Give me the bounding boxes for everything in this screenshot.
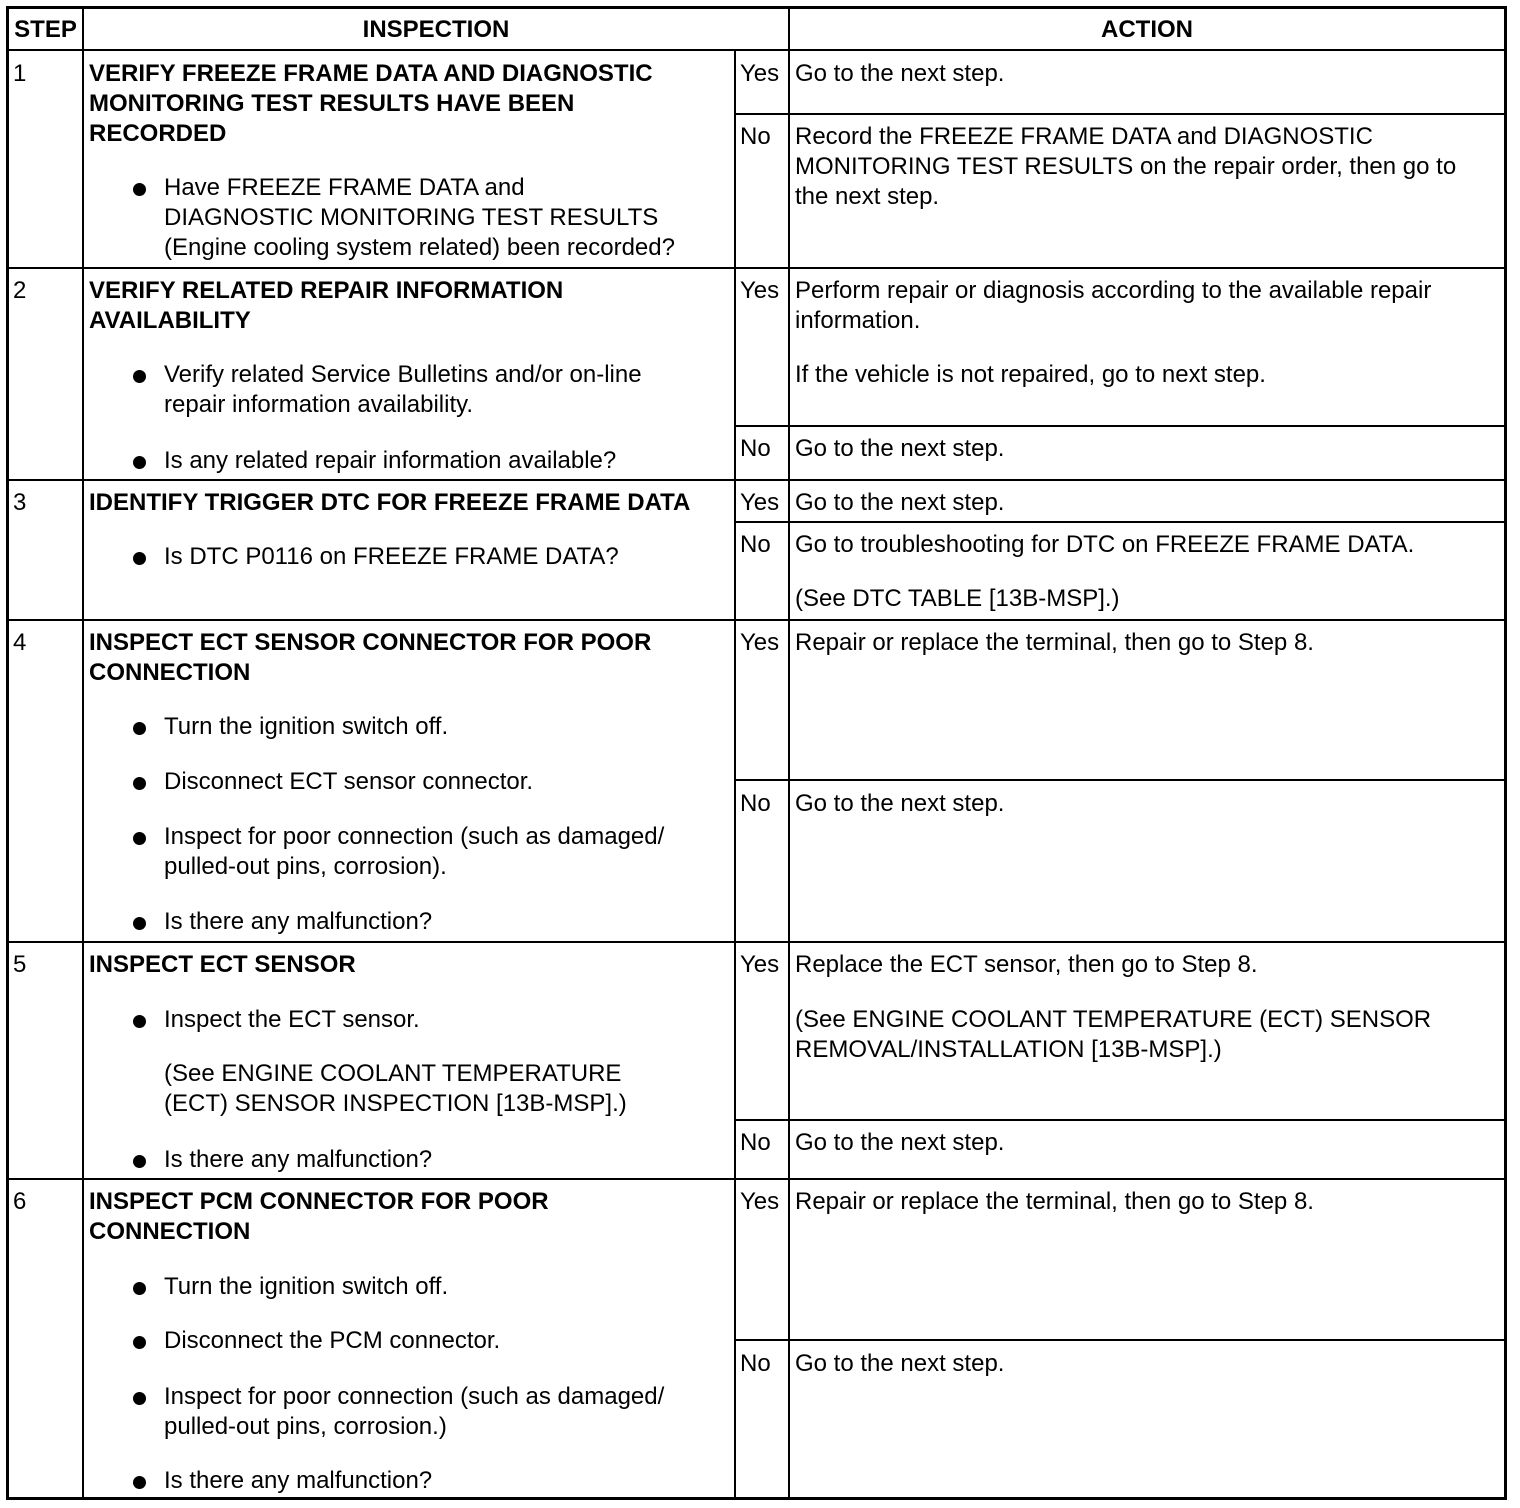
bullet-icon <box>133 1155 146 1168</box>
no-action: (See DTC TABLE [13B-MSP].) <box>795 585 1120 612</box>
no-action: Go to the next step. <box>795 1129 1005 1156</box>
step-number: 4 <box>13 629 27 656</box>
inspection-item: Have FREEZE FRAME DATA and <box>164 174 525 201</box>
yes-action: Repair or replace the terminal, then go to Step 8. <box>795 629 1314 656</box>
bullet-icon <box>133 1476 146 1489</box>
yesno-column-divider <box>734 49 736 1497</box>
yes-action: REMOVAL/INSTALLATION [13B-MSP].) <box>795 1036 1222 1063</box>
header-action: ACTION <box>1101 16 1193 43</box>
no-action: the next step. <box>795 183 940 210</box>
bullet-icon <box>133 183 146 196</box>
inspection-item: Inspect for poor connection (such as damaged/ <box>164 823 665 850</box>
step-title: INSPECT PCM CONNECTOR FOR POOR <box>89 1188 549 1215</box>
step-title: INSPECT ECT SENSOR <box>89 951 356 978</box>
step-title: RECORDED <box>89 120 227 147</box>
inspection-item: Turn the ignition switch off. <box>164 1273 449 1300</box>
inspection-item: Is any related repair information available? <box>164 447 617 474</box>
step-title: IDENTIFY TRIGGER DTC FOR FREEZE FRAME DATA <box>89 489 691 516</box>
no-action: Go to the next step. <box>795 1350 1005 1377</box>
step-number: 1 <box>13 60 27 87</box>
no-label: No <box>740 1129 771 1156</box>
no-action: MONITORING TEST RESULTS on the repair order, then go to <box>795 153 1457 180</box>
inspection-item: Is there any malfunction? <box>164 1146 433 1173</box>
yes-label: Yes <box>740 60 780 87</box>
yes-action: Repair or replace the terminal, then go to Step 8. <box>795 1188 1314 1215</box>
bullet-icon <box>133 832 146 845</box>
inspection-item: Inspect for poor connection (such as damaged/ <box>164 1383 665 1410</box>
yes-action: Replace the ECT sensor, then go to Step 8. <box>795 951 1258 978</box>
yes-action: Go to the next step. <box>795 489 1005 516</box>
yes-action: (See ENGINE COOLANT TEMPERATURE (ECT) SENSOR <box>795 1006 1432 1033</box>
bullet-icon <box>133 1392 146 1405</box>
bullet-icon <box>133 456 146 469</box>
no-action: Go to the next step. <box>795 435 1005 462</box>
step-title: VERIFY FREEZE FRAME DATA AND DIAGNOSTIC <box>89 60 653 87</box>
header-inspection: INSPECTION <box>362 16 510 43</box>
step1-yesno-divider <box>734 113 1504 115</box>
step5-yesno-divider <box>734 1119 1504 1121</box>
step-divider <box>9 479 1504 481</box>
bullet-icon <box>133 777 146 790</box>
no-action: Go to the next step. <box>795 790 1005 817</box>
inspection-item: (Engine cooling system related) been recorded? <box>164 234 675 261</box>
inspection-item: Disconnect the PCM connector. <box>164 1327 501 1354</box>
step-divider <box>9 1178 1504 1180</box>
inspection-item: pulled-out pins, corrosion). <box>164 853 447 880</box>
step-divider <box>9 619 1504 621</box>
step-column-divider <box>82 9 84 1497</box>
yes-label: Yes <box>740 951 780 978</box>
inspection-note: (ECT) SENSOR INSPECTION [13B-MSP].) <box>164 1090 627 1117</box>
step-divider <box>9 267 1504 269</box>
inspection-item: repair information availability. <box>164 391 474 418</box>
header-step: STEP <box>14 16 77 43</box>
yes-action: Go to the next step. <box>795 60 1005 87</box>
yes-action: If the vehicle is not repaired, go to next step. <box>795 361 1266 388</box>
inspection-action-divider <box>788 9 790 1497</box>
no-label: No <box>740 1350 771 1377</box>
yes-label: Yes <box>740 629 780 656</box>
no-action: Go to troubleshooting for DTC on FREEZE FRAME DATA. <box>795 531 1415 558</box>
no-label: No <box>740 435 771 462</box>
step6-yesno-divider <box>734 1339 1504 1341</box>
bullet-icon <box>133 1282 146 1295</box>
bullet-icon <box>133 370 146 383</box>
bullet-icon <box>133 552 146 565</box>
bullet-icon <box>133 722 146 735</box>
yes-label: Yes <box>740 277 780 304</box>
step-title: CONNECTION <box>89 659 251 686</box>
header-divider <box>9 49 1504 51</box>
bullet-icon <box>133 1336 146 1349</box>
step-title: VERIFY RELATED REPAIR INFORMATION <box>89 277 564 304</box>
yes-action: information. <box>795 307 921 334</box>
step-divider <box>9 941 1504 943</box>
step4-yesno-divider <box>734 779 1504 781</box>
yes-action: Perform repair or diagnosis according to the available repair <box>795 277 1432 304</box>
inspection-item: Is there any malfunction? <box>164 1467 433 1494</box>
yes-label: Yes <box>740 1188 780 1215</box>
inspection-item: pulled-out pins, corrosion.) <box>164 1413 447 1440</box>
no-label: No <box>740 790 771 817</box>
inspection-item: Verify related Service Bulletins and/or on-line <box>164 361 642 388</box>
inspection-item: Disconnect ECT sensor connector. <box>164 768 534 795</box>
no-label: No <box>740 123 771 150</box>
step-number: 6 <box>13 1188 27 1215</box>
step-number: 2 <box>13 277 27 304</box>
no-label: No <box>740 531 771 558</box>
step-title: CONNECTION <box>89 1218 251 1245</box>
yes-label: Yes <box>740 489 780 516</box>
inspection-note: (See ENGINE COOLANT TEMPERATURE <box>164 1060 622 1087</box>
bullet-icon <box>133 1015 146 1028</box>
inspection-item: Turn the ignition switch off. <box>164 713 449 740</box>
diagnostic-table <box>6 6 1507 1500</box>
bullet-icon <box>133 917 146 930</box>
step3-yesno-divider <box>734 521 1504 523</box>
inspection-item: Is there any malfunction? <box>164 908 433 935</box>
no-action: Record the FREEZE FRAME DATA and DIAGNOSTIC <box>795 123 1373 150</box>
inspection-item: Inspect the ECT sensor. <box>164 1006 420 1033</box>
step-title: INSPECT ECT SENSOR CONNECTOR FOR POOR <box>89 629 652 656</box>
inspection-item: Is DTC P0116 on FREEZE FRAME DATA? <box>164 543 619 570</box>
step-title: AVAILABILITY <box>89 307 251 334</box>
step-number: 3 <box>13 489 27 516</box>
step2-yesno-divider <box>734 425 1504 427</box>
step-title: MONITORING TEST RESULTS HAVE BEEN <box>89 90 575 117</box>
inspection-item: DIAGNOSTIC MONITORING TEST RESULTS <box>164 204 659 231</box>
step-number: 5 <box>13 951 27 978</box>
